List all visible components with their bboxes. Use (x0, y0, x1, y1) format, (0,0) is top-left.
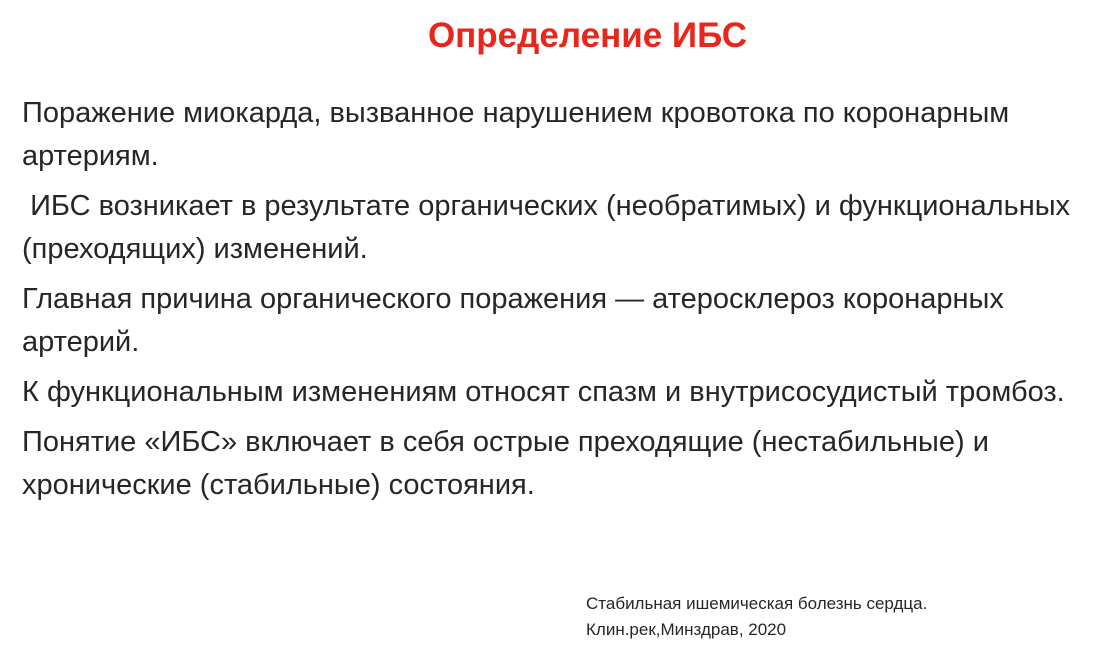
paragraph-origin: ИБС возникает в результате органических (необратимых) и функциональных (преходящих) изменений. (22, 190, 1079, 265)
slide-body (22, 92, 1097, 514)
reference-line-2: Клин.рек,Минздрав, 2020 (586, 620, 787, 639)
paragraph-functional-changes: К функциональным изменениям относят спазм и внутрисосудистый тромбоз. (22, 376, 1065, 408)
paragraph-main-cause: Главная причина органического поражения — атеросклероз коронарных артерий. (22, 283, 1004, 358)
paragraph-concept: Понятие «ИБС» включает в себя острые преходящие (нестабильные) и хронические (стабильные) состояния. (22, 426, 989, 501)
reference-line-1: Стабильная ишемическая болезнь сердца. (586, 594, 928, 613)
reference-note (586, 591, 927, 643)
slide-title: Определение ИБС (427, 16, 748, 55)
paragraph-definition: Поражение миокарда, вызванное нарушением кровотока по коронарным артериям. (22, 97, 1010, 172)
